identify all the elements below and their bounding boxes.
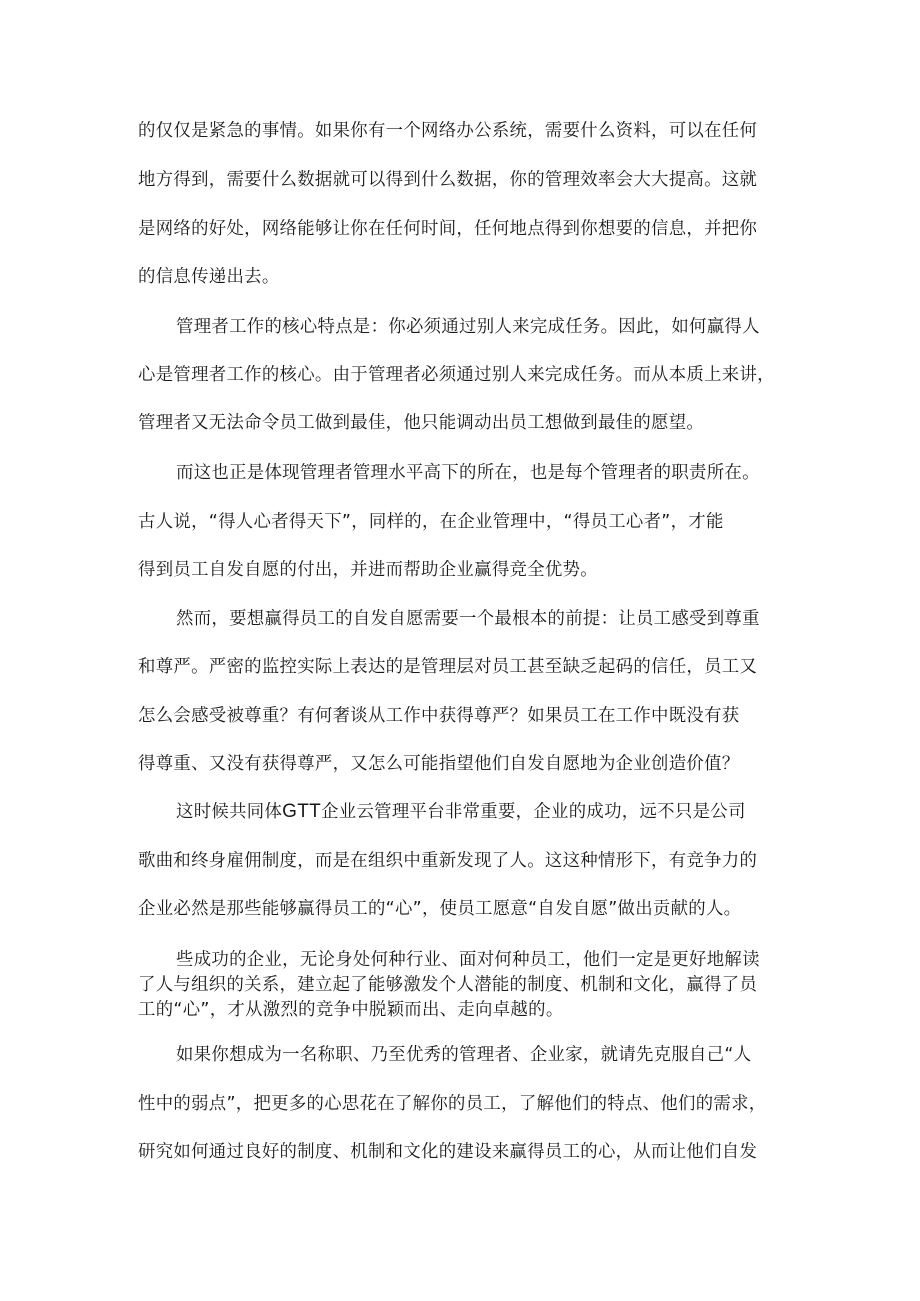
text-line: 的仅仅是紧急的事情。如果你有一个网络办公系统，需要什么资料，可以在任何 bbox=[138, 121, 758, 141]
text-line: 怎么会感受被尊重？有何奢谈从工作中获得尊严？如果员工在工作中既没有获 bbox=[138, 706, 740, 726]
text-line: 是网络的好处，网络能够让你在任何时间，任何地点得到你想要的信息，并把你 bbox=[138, 219, 758, 239]
text-line: 性中的弱点”，把更多的心思花在了解你的员工，了解他们的特点、他们的需求， bbox=[138, 1094, 767, 1114]
text-line bbox=[138, 802, 746, 822]
text-line: 管理者又无法命令员工做到最佳，他只能调动出员工想做到最佳的愿望。 bbox=[138, 413, 705, 433]
text-line: 些成功的企业，无论身处何种行业、面对何种员工，他们一定是更好地解读 bbox=[176, 950, 760, 970]
text-line: 管理者工作的核心特点是：你必须通过别人来完成任务。因此，如何赢得人 bbox=[176, 317, 760, 337]
text-line: 和尊严。严密的监控实际上表达的是管理层对员工甚至缺乏起码的信任，员工又 bbox=[138, 657, 758, 677]
text-line: 如果你想成为一名称职、乃至优秀的管理者、企业家，就请先克服自己“人 bbox=[176, 1045, 752, 1065]
text-line: 研究如何通过良好的制度、机制和文化的建设来赢得员工的心，从而让他们自发 bbox=[138, 1142, 758, 1162]
text-line: 企业必然是那些能够赢得员工的“心”，使员工愿意“自发自愿”做出贡献的人。 bbox=[138, 899, 742, 919]
text-line: 的信息传递出去。 bbox=[138, 267, 280, 287]
text-line: 得到员工自发自愿的付出，并进而帮助企业赢得竞全优势。 bbox=[138, 560, 598, 580]
text-line: 然而，要想赢得员工的自发自愿需要一个最根本的前提：让员工感受到尊重 bbox=[176, 609, 760, 629]
text-line: 工的“心”，才从激烈的竞争中脱颖而出、走向卓越的。 bbox=[138, 1000, 564, 1020]
text-line: 心是管理者工作的核心。由于管理者必须通过别人来完成任务。而从本质上来讲， bbox=[138, 365, 775, 385]
text-line: 古人说，“得人心者得天下”，同样的，在企业管理中，“得员工心者”，才能 bbox=[138, 512, 724, 532]
text-line: 歌曲和终身雇佣制度，而是在组织中重新发现了人。这这种情形下，有竞争力的 bbox=[138, 851, 758, 871]
gtt-brand-text: GTT bbox=[282, 801, 322, 822]
text-line: 了人与组织的关系，建立起了能够激发个人潜能的制度、机制和文化，赢得了员 bbox=[138, 975, 758, 995]
text-line: 而这也正是体现管理者管理水平高下的所在，也是每个管理者的职责所在。 bbox=[176, 463, 760, 483]
text-line: 得尊重、又没有获得尊严，又怎么可能指望他们自发自愿地为企业创造价值？ bbox=[138, 754, 740, 774]
text-line: 地方得到，需要什么数据就可以得到什么数据，你的管理效率会大大提高。这就 bbox=[138, 170, 758, 190]
text-segment: 企业云管理平台非常重要，企业的成功，远不只是公司 bbox=[321, 802, 746, 822]
text-segment: 这时候共同体 bbox=[176, 802, 283, 822]
